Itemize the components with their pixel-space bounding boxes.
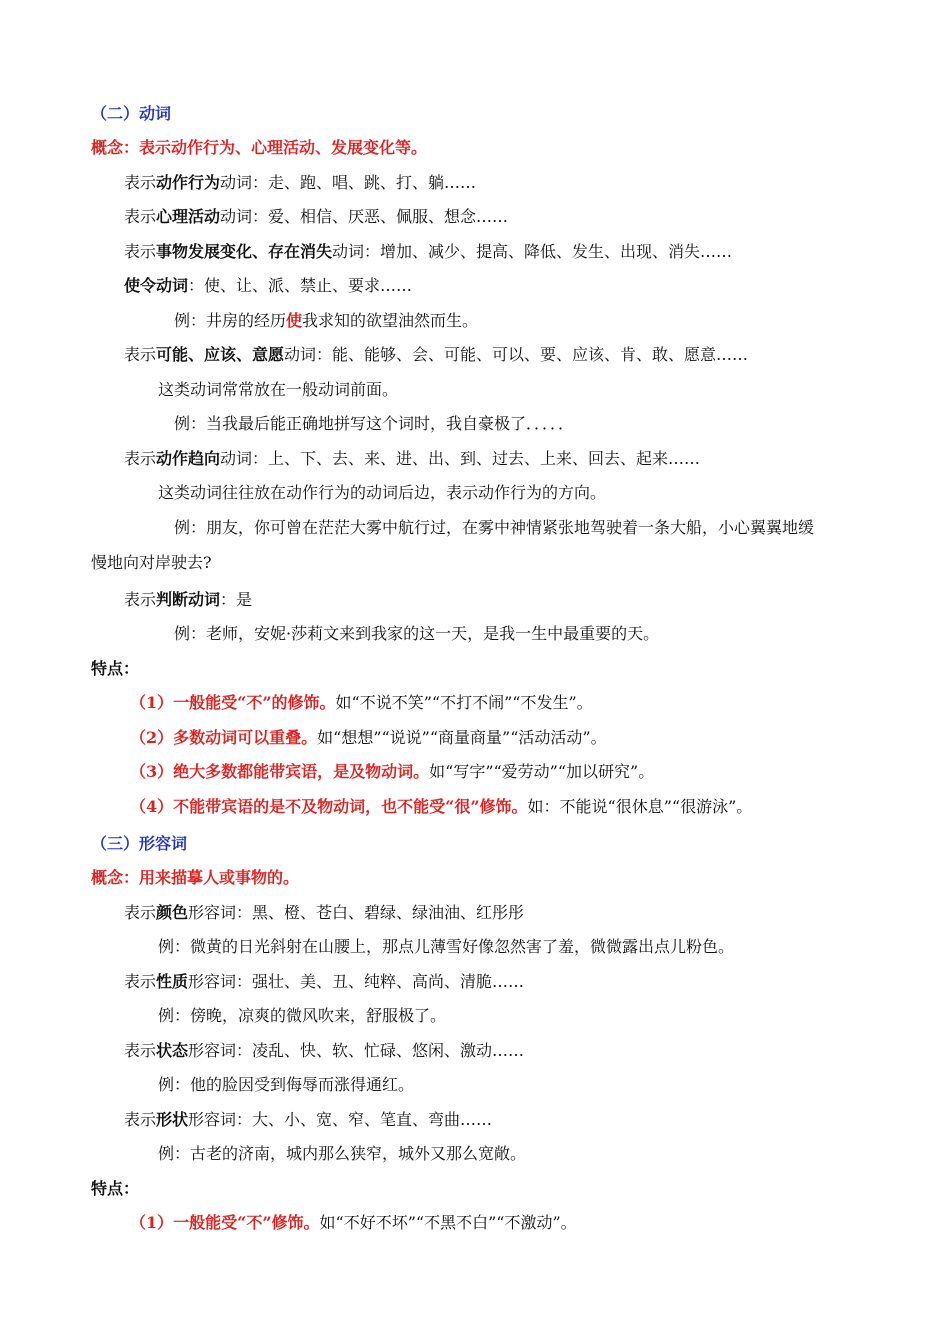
verb-feature-item: （4）不能带宾语的是不及物动词，也不能受“很”修饰。如：不能说“很休息”“很游泳”。 [130,797,753,816]
verb-feature-item: （1）一般能受“不”的修饰。如“不说不笑”“不打不闹”“不发生”。 [130,693,593,712]
adjective-nature-line: 表示性质形容词：强壮、美、丑、纯粹、高尚、清脆…… [124,972,525,991]
verb-judgement-line: 表示判断动词：是 [124,590,253,609]
section-heading-adjective: （三）形容词 [91,834,188,853]
verb-modal-note: 这类动词常常放在一般动词前面。 [158,380,399,399]
verb-feature-item: （2）多数动词可以重叠。如“想想”“说说”“商量商量”“活动活动”。 [130,728,607,747]
adjective-shape-example: 例：古老的济南，城内那么狭窄，城外又那么宽敞。 [158,1144,527,1163]
adjective-state-example: 例：他的脸因受到侮辱而涨得通红。 [158,1075,415,1094]
verb-feature-item: （3）绝大多数都能带宾语，是及物动词。如“写字”“爱劳动”“加以研究”。 [130,762,655,781]
verb-direction-example-2: 慢地向对岸驶去? [91,553,212,572]
verb-concept: 概念：表示动作行为、心理活动、发展变化等。 [91,138,428,157]
adjective-features-title: 特点： [91,1179,140,1198]
adjective-state-line: 表示状态形容词：凌乱、快、软、忙碌、悠闲、激动…… [124,1041,525,1060]
adjective-concept: 概念：用来描摹人或事物的。 [91,868,300,887]
verb-action-line: 表示动作行为动词：走、跑、唱、跳、打、躺…… [124,173,477,192]
verb-mental-line: 表示心理活动动词：爱、相信、厌恶、佩服、想念…… [124,207,509,226]
verb-features-title: 特点： [91,659,140,678]
verb-causative-line: 使令动词：使、让、派、禁止、要求…… [124,276,413,295]
adjective-nature-example: 例：傍晚，凉爽的微风吹来，舒服极了。 [158,1006,447,1025]
adjective-shape-line: 表示形状形容词：大、小、宽、窄、笔直、弯曲…… [124,1110,493,1129]
verb-direction-line: 表示动作趋向动词：上、下、去、来、进、出、到、过去、上来、回去、起来…… [124,449,701,468]
verb-causative-example: 例：井房的经历使我求知的欲望油然而生。 [174,311,479,330]
verb-modal-example: 例：当我最后能正确地拼写这个词时，我自豪极了．．．．． [174,414,575,433]
verb-judgement-example: 例：老师，安妮·莎莉文来到我家的这一天，是我一生中最重要的天。 [174,624,660,643]
verb-change-line: 表示事物发展变化、存在消失动词：增加、减少、提高、降低、发生、出现、消失…… [124,242,733,261]
adjective-color-example: 例：微黄的日光斜射在山腰上，那点儿薄雪好像忽然害了羞，微微露出点儿粉色。 [158,937,735,956]
adjective-feature-item: （1）一般能受“不”修饰。如“不好不坏”“不黑不白”“不激动”。 [130,1213,577,1232]
verb-direction-example-1: 例：朋友，你可曾在茫茫大雾中航行过，在雾中神情紧张地驾驶着一条大船，小心翼翼地缓 [174,518,815,537]
adjective-color-line: 表示颜色形容词：黑、橙、苍白、碧绿、绿油油、红彤彤 [124,903,525,922]
verb-direction-note: 这类动词往往放在动作行为的动词后边，表示动作行为的方向。 [158,483,607,502]
section-heading-verb: （二）动词 [91,104,172,123]
verb-modal-line: 表示可能、应该、意愿动词：能、能够、会、可能、可以、要、应该、肯、敢、愿意…… [124,345,749,364]
